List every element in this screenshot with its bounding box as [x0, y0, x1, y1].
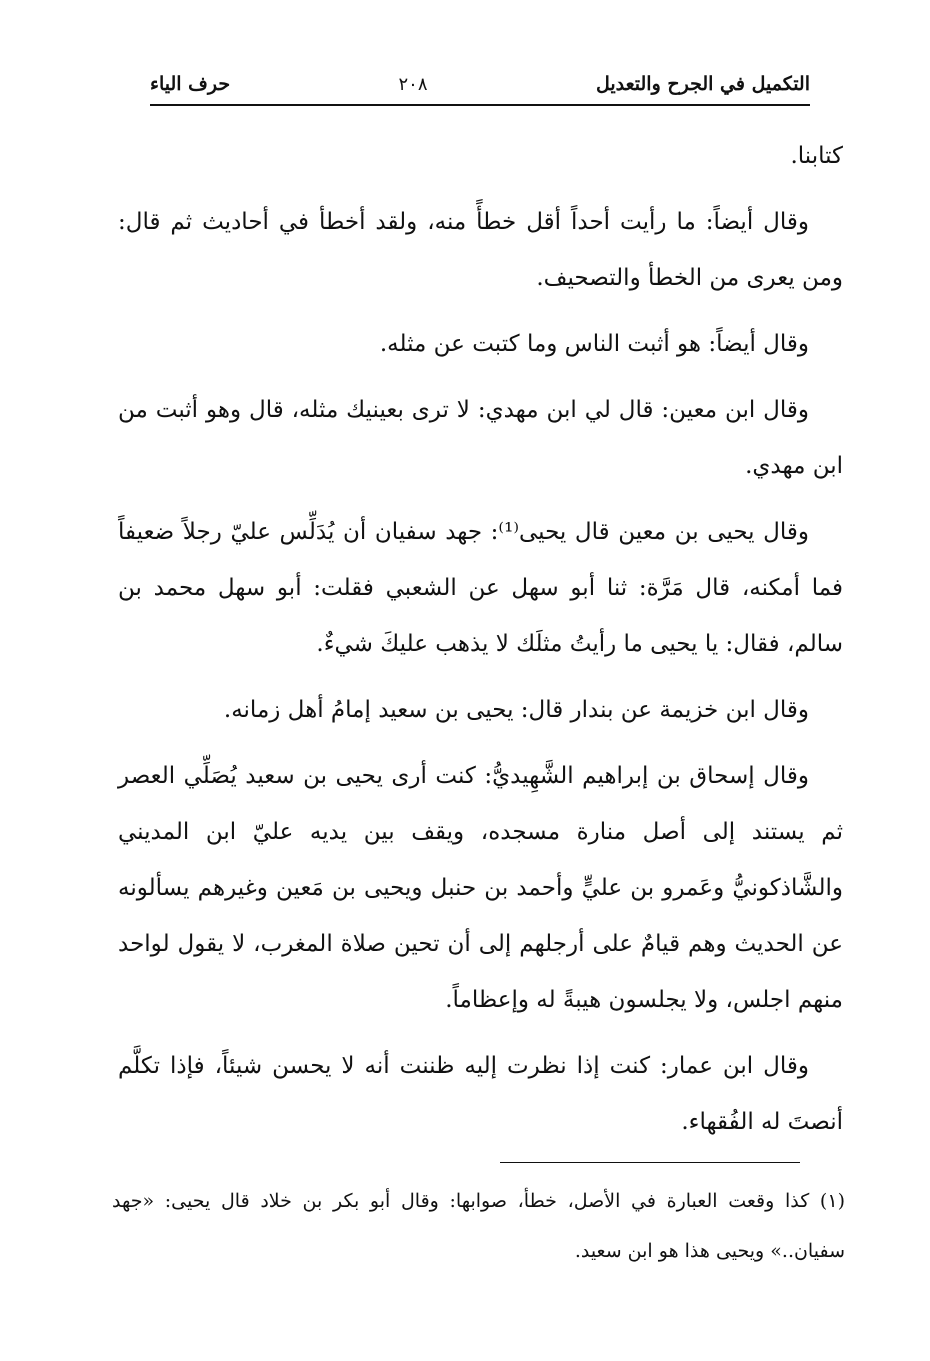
paragraph: وقال أيضاً: هو أثبت الناس وما كتبت عن مثله. — [379, 331, 809, 357]
footnote: (١) كذا وقعت العبارة في الأصل، خطأ، صوابها: وقال أبو بكر بن خلاد قال يحيى: «جهد سفيان..» ويحيى هذا هو ابن سعيد. — [112, 1190, 845, 1262]
paragraph: وقال ابن معين: قال لي ابن مهدي: لا ترى بعينيك مثله، قال وهو أثبت من ابن مهدي. — [118, 397, 843, 479]
paragraph: وقال ابن خزيمة عن بندار قال: يحيى بن سعيد إمامُ أهل زمانه. — [223, 697, 809, 723]
paragraph: وقال إسحاق بن إبراهيم الشَّهِيديُّ: كنت أرى يحيى بن سعيد يُصَلِّي العصر ثم يستند إلى أصل منارة مسجده، ويقف بين يديه عليّ ابن المديني والشَّاذكونيُّ وعَمرو بن عليٍّ وأحمد بن حنبل ويحيى بن مَعين وغيرهم يسألونه عن الحديث وهم قيامٌ على أرجلهم إلى أن تحين صلاة المغرب، لا يقول لواحد منهم اجلس، ولا يجلسون هيبةً له وإعظاماً. — [118, 763, 843, 1013]
paragraph: وقال أيضاً: ما رأيت أحداً أقل خطأً منه، ولقد أخطأ في أحاديث ثم قال: ومن يعرى من الخطأ والتصحيف. — [118, 209, 843, 291]
footnote-divider — [500, 1162, 800, 1163]
main-text — [118, 128, 843, 1160]
paragraph: وقال ابن عمار: كنت إذا نظرت إليه ظننت أنه لا يحسن شيئاً، فإذا تكلَّم أنصتَ له الفُقهاء. — [118, 1053, 843, 1135]
header-page-number: ٢٠٨ — [398, 73, 428, 95]
header-book-title: التكميل في الجرح والتعديل — [595, 73, 810, 95]
paragraph: كتابنا. — [790, 143, 843, 169]
running-header — [150, 64, 810, 106]
paragraph: وقال يحيى بن معين قال يحيى⁽¹⁾: جهد سفيان أن يُدَلِّس عليّ رجلاً ضعيفاً فما أمكنه، قال مَرَّة: ثنا أبو سهل عن الشعبي فقلت: أبو سهل محمد بن سالم، فقال: يا يحيى ما رأيتُ مثلَك لا يذهب عليكَ شيءٌ. — [118, 519, 843, 657]
footnotes — [112, 1176, 845, 1276]
header-section: حرف الياء — [150, 73, 231, 95]
